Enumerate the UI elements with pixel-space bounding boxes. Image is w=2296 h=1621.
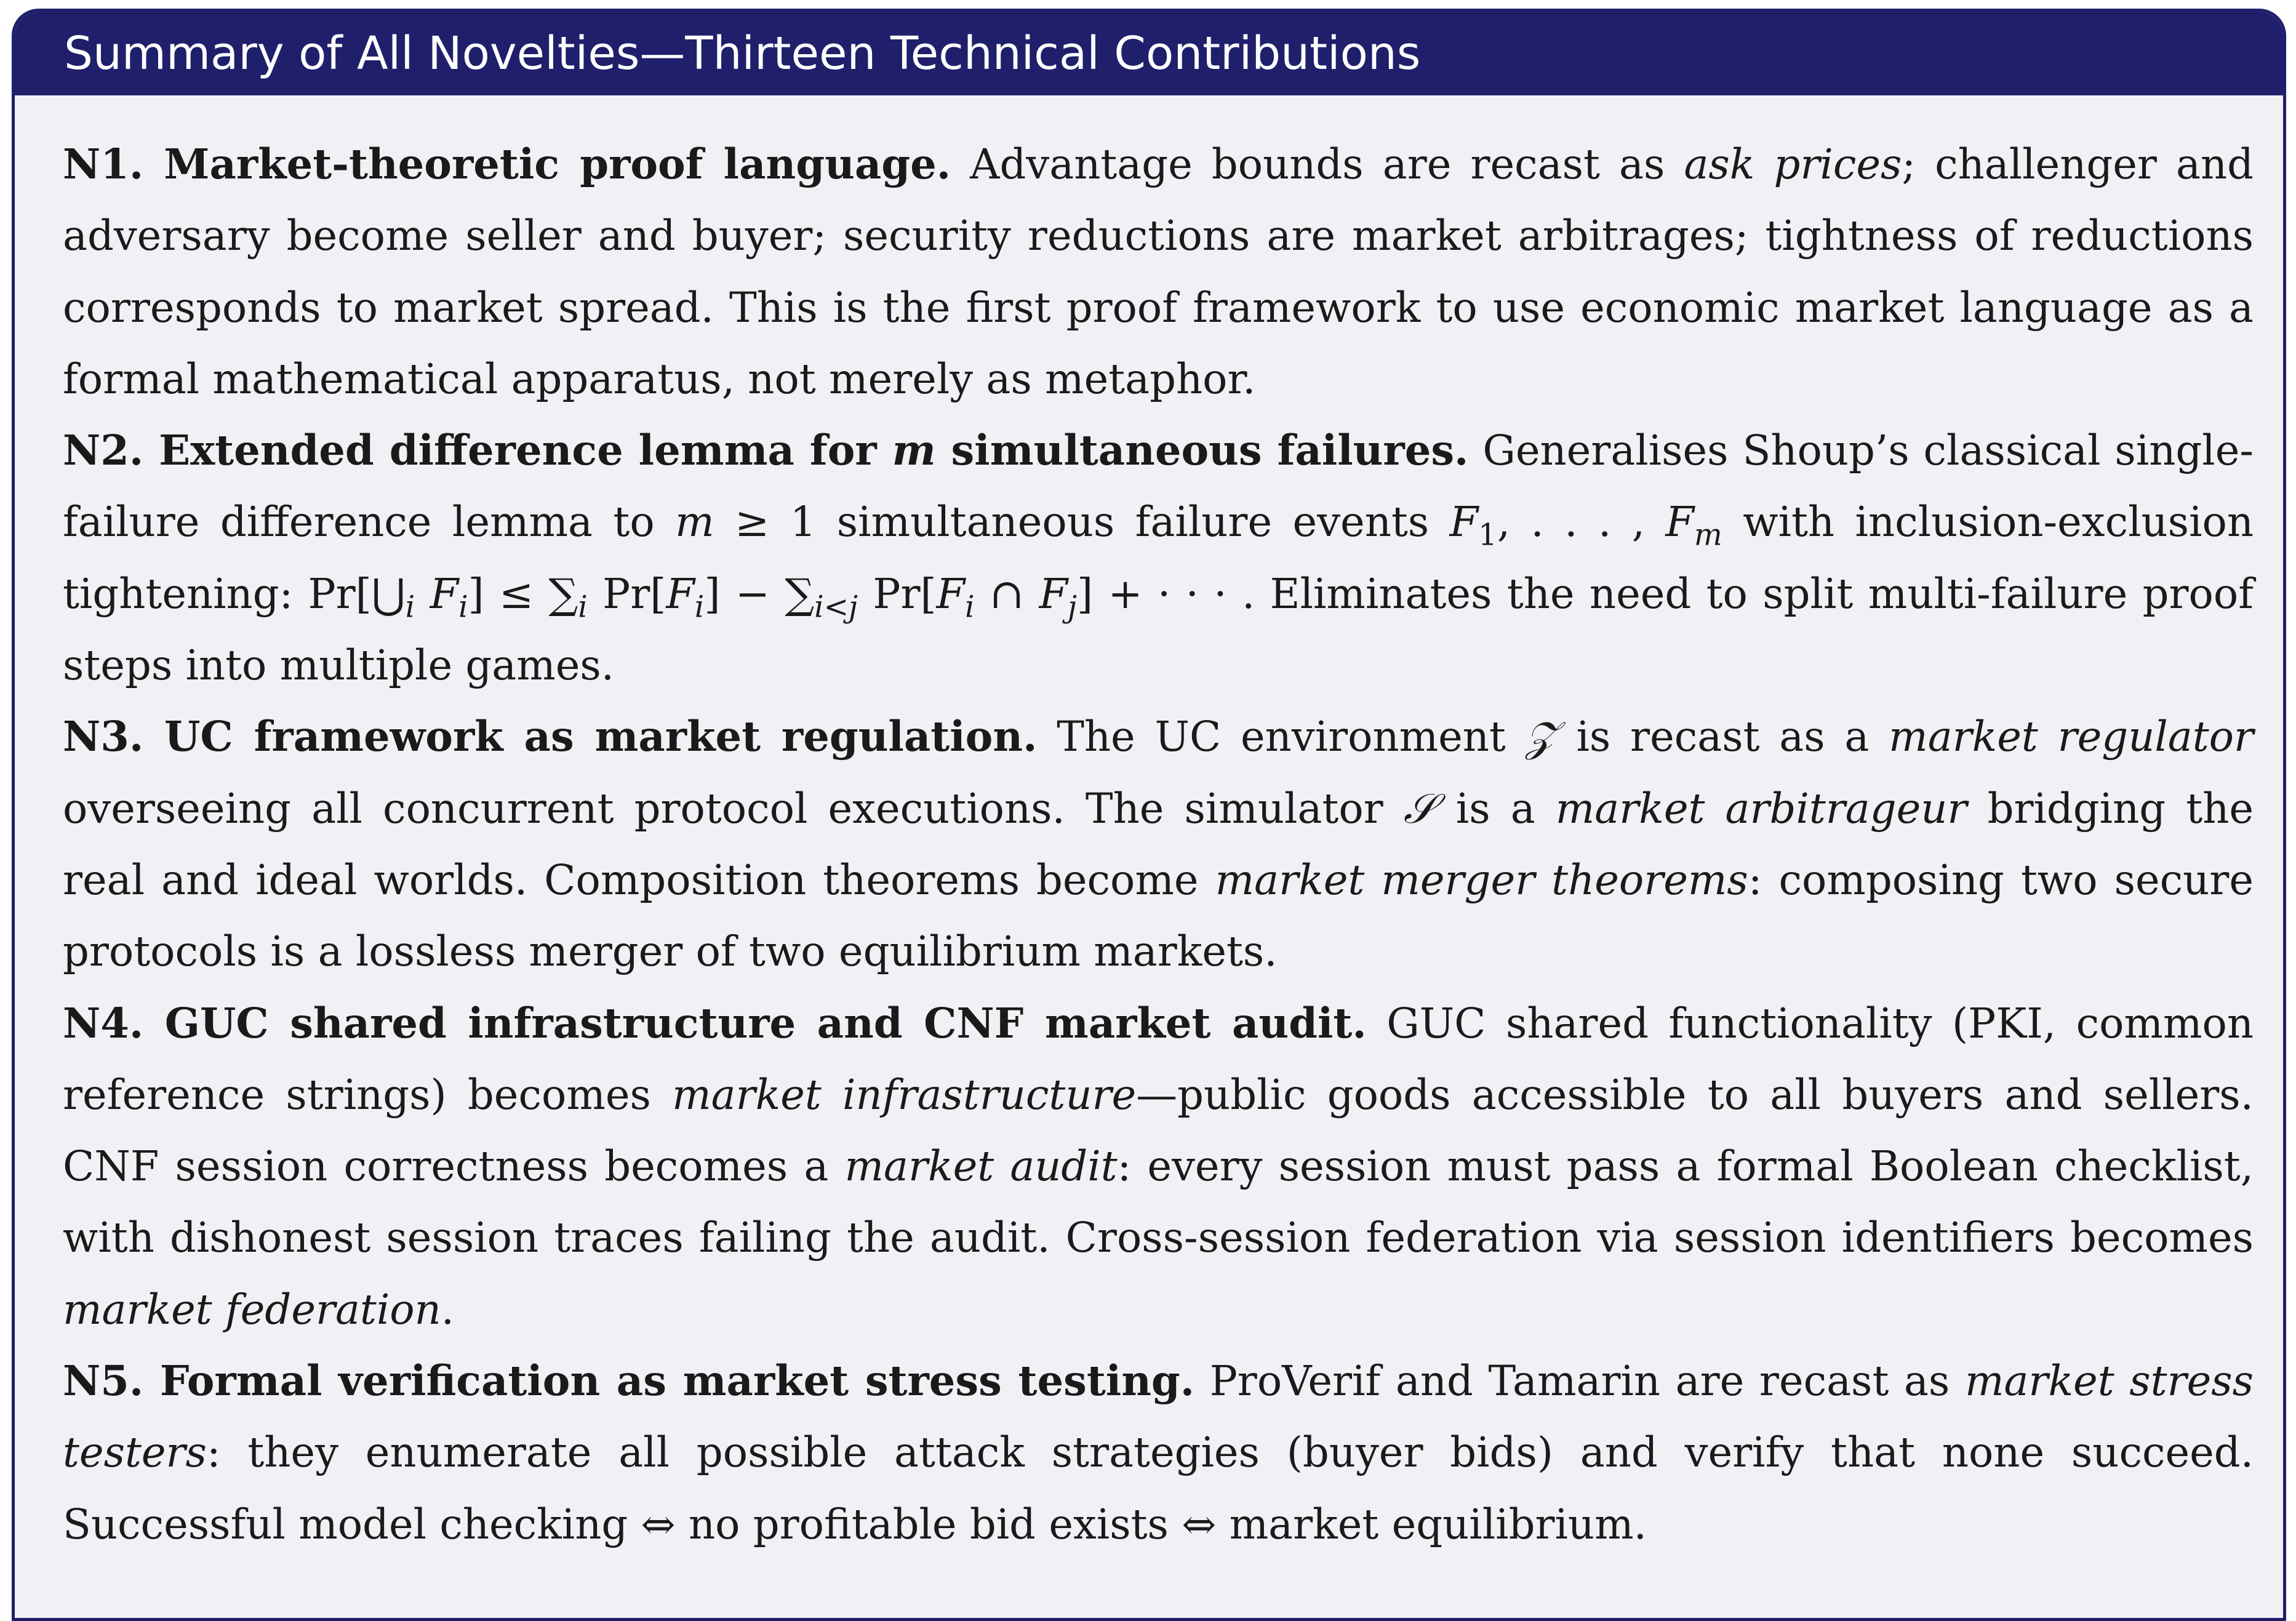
text-segment: market merger theorems xyxy=(1215,855,1748,904)
text-segment: The UC environment xyxy=(1037,713,1526,761)
text-segment xyxy=(415,570,430,618)
text-segment: . xyxy=(441,1285,455,1334)
text-segment: ; challenger and adversary become seller and buyer; security reductions are market arbitrages; tightness of reductions corresponds to market spread. This is the first proof framework to use economic market language as a formal mathematical apparatus, not merely as metaphor. xyxy=(63,140,2254,403)
text-segment: F xyxy=(936,569,966,618)
text-segment: market audit xyxy=(844,1142,1118,1191)
text-segment: simultaneous failures. xyxy=(935,426,1469,475)
text-segment: N2. Extended difference lemma for xyxy=(63,426,892,475)
text-segment: Pr[ xyxy=(587,569,666,618)
text-segment: market arbitrageur xyxy=(1555,784,1967,833)
text-segment: i<j xyxy=(814,590,858,625)
text-segment: 1 xyxy=(1478,518,1497,553)
text-segment: m xyxy=(1694,518,1722,553)
text-segment: F xyxy=(666,569,695,618)
text-segment: market stress testers xyxy=(63,1357,2254,1477)
text-segment: with inclusion-exclusion tightening: Pr[⋃ xyxy=(63,498,2254,618)
text-segment: i xyxy=(965,590,975,625)
novelty-item-n4 xyxy=(63,988,2254,1345)
novelties-summary-box xyxy=(12,9,2286,1621)
text-segment: m xyxy=(892,426,936,475)
novelty-heading: N5. Formal verification as market stress testing. xyxy=(63,1356,1195,1406)
text-segment: F xyxy=(430,569,459,618)
text-segment: : they enumerate all possible attack strategies (buyer bids) and verify that none succeed. Successful model checking ⇔ no profitable bid exists ⇔ market equilibrium. xyxy=(63,1428,2254,1548)
text-segment: is recast as a xyxy=(1556,713,1889,761)
novelty-item-n5 xyxy=(63,1345,2254,1560)
text-segment: : every session must pass a formal Boolean checklist, with dishonest session traces failing the audit. Cross-session federation via session identifiers becomes xyxy=(63,1142,2254,1262)
text-segment: F xyxy=(1039,569,1068,618)
novelty-item-n3 xyxy=(63,701,2254,987)
text-segment: , . . . , xyxy=(1497,498,1666,546)
text-segment: i xyxy=(458,590,468,625)
text-segment: i xyxy=(578,590,588,625)
text-segment: i xyxy=(405,590,415,625)
text-segment: GUC shared functionality (PKI, common reference strings) becomes xyxy=(63,999,2254,1119)
text-segment: bridging the real and ideal worlds. Composition theorems become xyxy=(63,784,2254,904)
text-segment: : composing two secure protocols is a lossless merger of two equilibrium markets. xyxy=(63,855,2254,976)
text-segment: ] ≤ ∑ xyxy=(468,569,578,618)
text-segment: Generalises Shoup’s classical single-failure difference lemma to xyxy=(63,426,2254,546)
novelty-heading xyxy=(63,426,1468,474)
text-segment: ] − ∑ xyxy=(704,569,815,618)
text-segment: j xyxy=(1067,590,1077,625)
text-segment: market infrastructure xyxy=(672,1070,1137,1119)
box-title: Summary of All Novelties—Thirteen Technical Contributions xyxy=(15,12,2283,95)
text-segment: ProVerif and Tamarin are recast as xyxy=(1194,1357,1965,1406)
text-segment: is a xyxy=(1435,784,1556,833)
novelty-heading: N3. UC framework as market regulation. xyxy=(63,712,1038,761)
novelty-item-n2 xyxy=(63,415,2254,701)
text-segment: market regulator xyxy=(1889,713,2254,761)
novelty-item-n1 xyxy=(63,129,2254,415)
text-segment: —public goods accessible to all buyers and sellers. CNF session correctness becomes a xyxy=(63,1070,2254,1191)
text-segment: ask prices xyxy=(1684,140,1902,188)
novelty-heading: N1. Market-theoretic proof language. xyxy=(63,140,951,188)
text-segment: ∩ xyxy=(974,569,1039,618)
text-segment: F xyxy=(1665,498,1695,546)
text-segment: i xyxy=(694,590,705,625)
text-segment: market federation xyxy=(63,1285,441,1334)
text-segment: Advantage bounds are recast as xyxy=(951,140,1684,188)
text-segment: overseeing all concurrent protocol executions. The simulator xyxy=(63,784,1404,833)
novelties-list xyxy=(63,129,2254,1560)
text-segment: F xyxy=(1449,498,1479,546)
text-segment: 𝒵 xyxy=(1525,713,1557,761)
text-segment: Pr[ xyxy=(858,569,937,618)
text-segment: 𝒮 xyxy=(1403,784,1436,833)
text-segment: m xyxy=(675,498,714,546)
text-segment: ] + · · · . Eliminates the need to split multi-failure proof steps into multiple games. xyxy=(63,569,2254,690)
text-segment: ≥ 1 simultaneous failure events xyxy=(714,498,1450,546)
novelty-heading: N4. GUC shared infrastructure and CNF market audit. xyxy=(63,998,1367,1047)
